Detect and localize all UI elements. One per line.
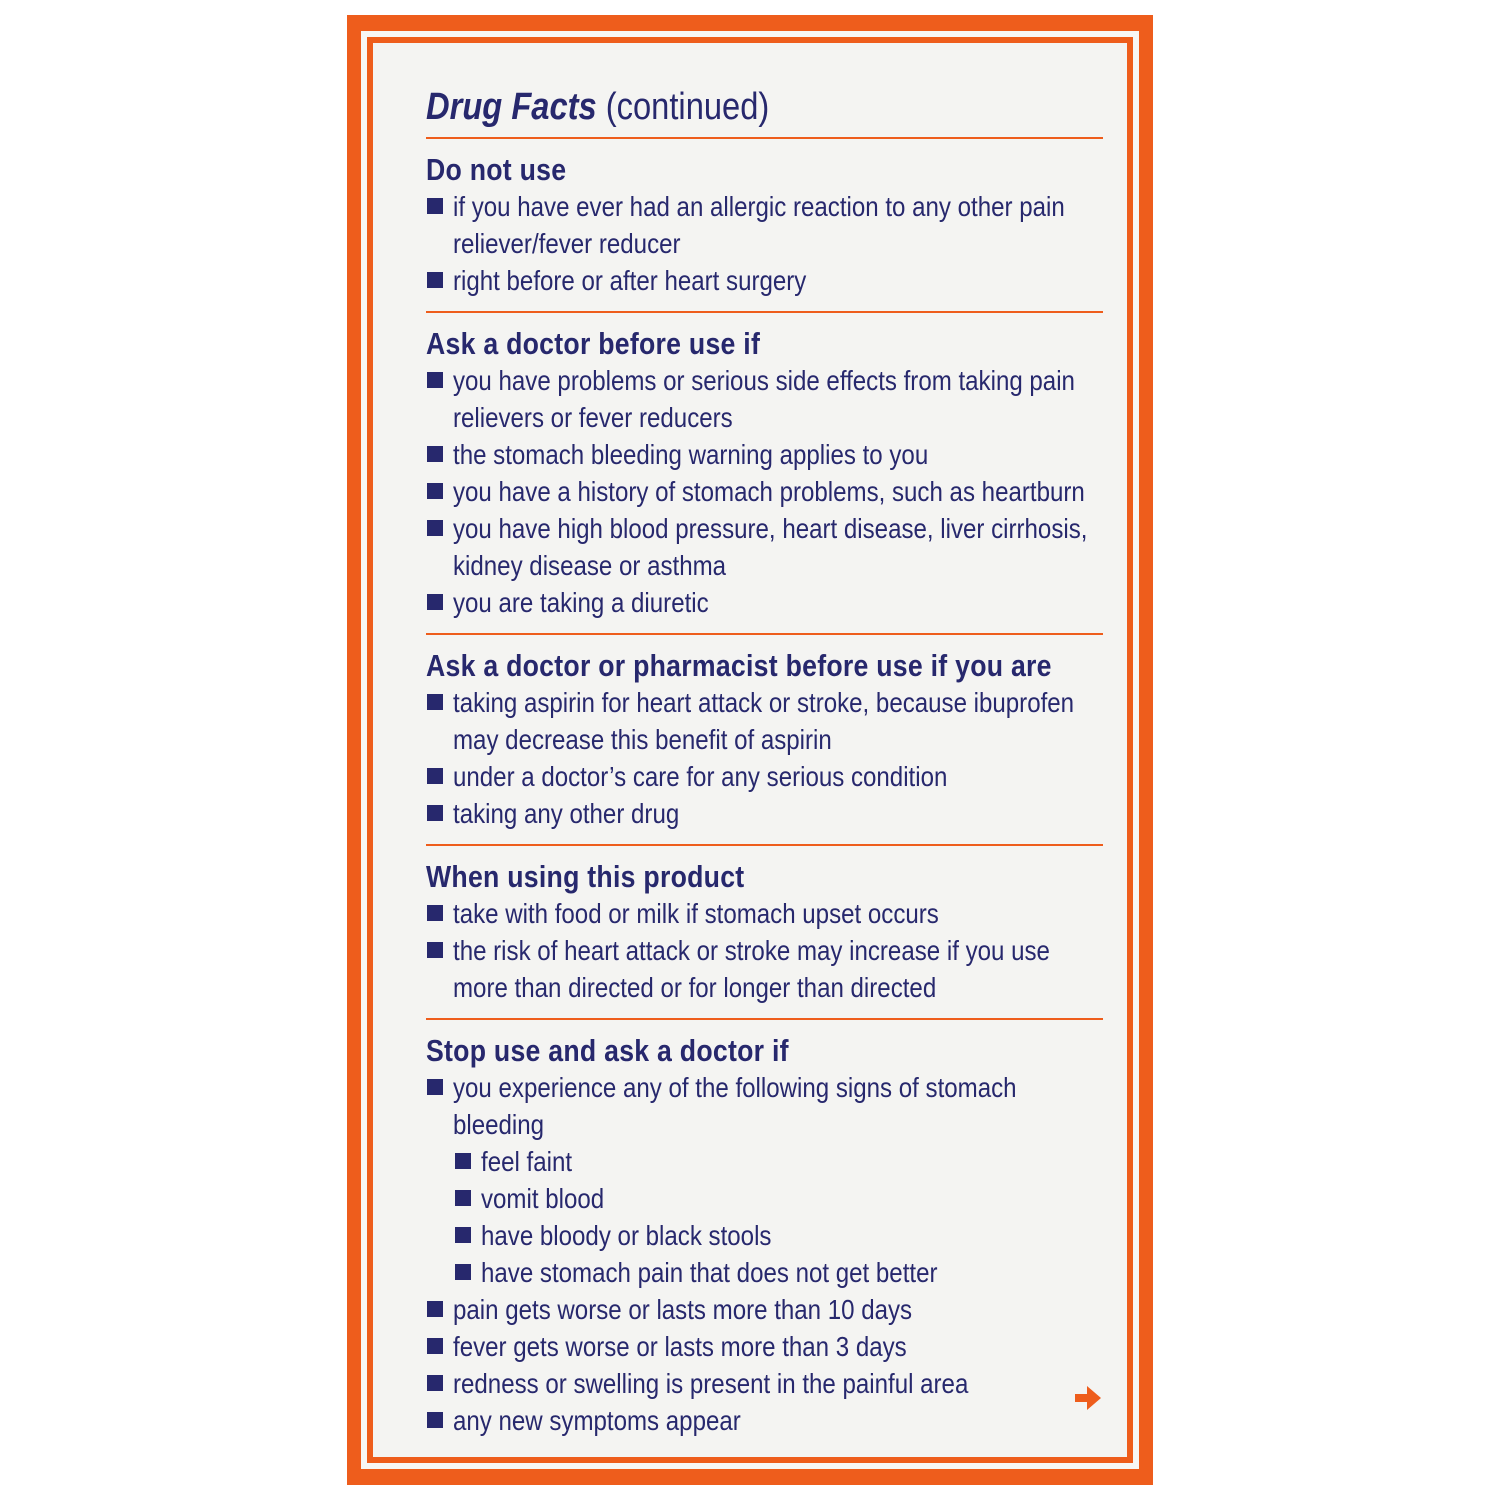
section-heading: Ask a doctor before use if — [426, 326, 761, 361]
square-bullet-icon — [427, 483, 443, 499]
section-heading: Stop use and ask a doctor if — [426, 1033, 789, 1068]
bullet-list — [426, 1069, 1103, 1439]
sub-list-item — [426, 1217, 1103, 1254]
list-item-text: have stomach pain that does not get better — [481, 1257, 938, 1288]
list-item — [426, 262, 1103, 299]
section-heading: When using this product — [426, 859, 745, 894]
list-item-text: the risk of heart attack or stroke may increase if you use more than directed or for longer than directed — [453, 935, 1050, 1003]
list-item-text: fever gets worse or lasts more than 3 days — [453, 1331, 907, 1362]
section — [426, 1020, 1103, 1451]
square-bullet-icon — [427, 520, 443, 536]
title-main: Drug Facts — [426, 86, 597, 128]
list-item-text: right before or after heart surgery — [453, 265, 807, 296]
list-item — [426, 1402, 1103, 1439]
list-item-text: pain gets worse or lasts more than 10 days — [453, 1294, 913, 1325]
section-heading: Ask a doctor or pharmacist before use if you are — [426, 648, 1052, 683]
square-bullet-icon — [427, 446, 443, 462]
list-item-text: if you have ever had an allergic reaction to any other pain reliever/fever reducer — [453, 191, 1065, 259]
square-bullet-icon — [427, 372, 443, 388]
sub-list-item — [426, 1180, 1103, 1217]
list-item — [426, 684, 1103, 758]
list-item — [426, 758, 1103, 795]
list-item — [426, 895, 1103, 932]
drug-facts-label — [347, 15, 1153, 1485]
list-item — [426, 1291, 1103, 1328]
list-item-text: vomit blood — [481, 1183, 605, 1214]
list-item-text: under a doctor’s care for any serious condition — [453, 761, 948, 792]
list-item-text: have bloody or black stools — [481, 1220, 772, 1251]
list-item-text: take with food or milk if stomach upset occurs — [453, 898, 939, 929]
list-item — [426, 362, 1103, 436]
square-bullet-icon — [427, 1338, 443, 1354]
square-bullet-icon — [455, 1227, 471, 1243]
section-heading: Do not use — [426, 152, 567, 187]
drug-facts-panel — [373, 43, 1127, 1457]
square-bullet-icon — [455, 1264, 471, 1280]
square-bullet-icon — [427, 905, 443, 921]
square-bullet-icon — [427, 694, 443, 710]
square-bullet-icon — [427, 594, 443, 610]
sub-list-item — [426, 1143, 1103, 1180]
square-bullet-icon — [455, 1153, 471, 1169]
list-item-text: you have problems or serious side effects from taking pain relievers or fever reducers — [453, 365, 1075, 433]
list-item-text: redness or swelling is present in the painful area — [453, 1368, 969, 1399]
arrow-right-icon — [1073, 1383, 1103, 1413]
list-item-text: taking any other drug — [453, 798, 680, 829]
list-item-text: feel faint — [481, 1146, 573, 1177]
section — [426, 313, 1103, 633]
list-item-text: the stomach bleeding warning applies to you — [453, 439, 929, 470]
square-bullet-icon — [427, 942, 443, 958]
list-item — [426, 1365, 1103, 1402]
bullet-list — [426, 895, 1103, 1006]
label-outer-frame — [361, 31, 1139, 1469]
bullet-list — [426, 684, 1103, 832]
label-inner-frame — [367, 37, 1133, 1463]
square-bullet-icon — [427, 272, 443, 288]
square-bullet-icon — [455, 1190, 471, 1206]
list-item — [426, 795, 1103, 832]
list-item-text: you experience any of the following signs of stomach bleeding — [453, 1072, 1017, 1140]
square-bullet-icon — [427, 1412, 443, 1428]
square-bullet-icon — [427, 1301, 443, 1317]
section — [426, 635, 1103, 844]
square-bullet-icon — [427, 1079, 443, 1095]
bullet-list — [426, 188, 1103, 299]
list-item — [426, 1069, 1103, 1143]
list-item — [426, 932, 1103, 1006]
section — [426, 846, 1103, 1018]
list-item — [426, 510, 1103, 584]
bullet-list — [426, 362, 1103, 621]
list-item-text: you have a history of stomach problems, such as heartburn — [453, 476, 1085, 507]
list-item-text: taking aspirin for heart attack or stroke, because ibuprofen may decrease this benefit of aspirin — [453, 687, 1075, 755]
list-item — [426, 188, 1103, 262]
section — [426, 139, 1103, 311]
square-bullet-icon — [427, 768, 443, 784]
square-bullet-icon — [427, 805, 443, 821]
page-title — [426, 83, 1008, 131]
square-bullet-icon — [427, 198, 443, 214]
drug-facts-content — [426, 83, 1103, 1451]
square-bullet-icon — [427, 1375, 443, 1391]
sub-list-item — [426, 1254, 1103, 1291]
title-suffix: (continued) — [605, 86, 770, 128]
list-item — [426, 436, 1103, 473]
list-item-text: any new symptoms appear — [453, 1405, 741, 1436]
list-item — [426, 584, 1103, 621]
list-item-text: you are taking a diuretic — [453, 587, 709, 618]
list-item-text: you have high blood pressure, heart disease, liver cirrhosis, kidney disease or asthma — [453, 513, 1088, 581]
list-item — [426, 473, 1103, 510]
list-item — [426, 1328, 1103, 1365]
